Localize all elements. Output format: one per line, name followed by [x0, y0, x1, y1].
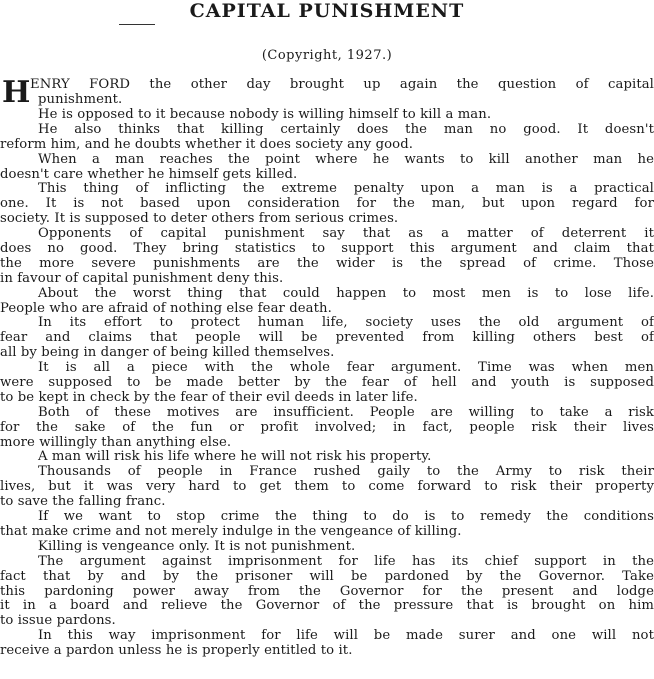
text-line: Both of these motives are insufficient. People are willing to take a risk	[38, 405, 654, 420]
text-line: it in a board and relieve the Governor of the pressure that is brought on him	[0, 599, 654, 614]
text-line: Killing is vengeance only. It is not punishment.	[38, 539, 356, 554]
copyright-line: (Copyright, 1927.)	[261, 48, 393, 63]
text-line: in favour of capital punishment deny this.	[0, 271, 284, 286]
text-line: He is opposed to it because nobody is willing himself to kill a man.	[38, 108, 492, 122]
text-line: the more severe punishments are the wider is the spread of crime. Those	[0, 256, 654, 271]
text-line: society. It is supposed to deter others from serious crimes.	[0, 212, 399, 227]
text-line: He also thinks that killing certainly does the man no good. It doesn't	[38, 122, 654, 137]
first-paragraph-opening	[0, 75, 654, 110]
drop-cap: H	[2, 75, 31, 110]
text-line: doesn't care whether he himself gets killed.	[0, 167, 298, 182]
text-line: It is all a piece with the whole fear argument. Time was when men	[38, 361, 654, 376]
text-line: A man will risk his life where he will not risk his property.	[38, 450, 432, 465]
text-line: lives, but it was very hard to get them to come forward to risk their property	[0, 480, 654, 495]
text-line: punishment.	[38, 93, 123, 107]
text-line: were supposed to be made better by the fear of hell and youth is supposed	[0, 376, 654, 391]
text-line: ENRY FORD the other day brought up again the question of capital	[30, 78, 654, 92]
text-line: When a man reaches the point where he wants to kill another man he	[38, 152, 654, 167]
text-line: reform him, and he doubts whether it does society any good.	[0, 137, 414, 152]
text-line: In its effort to protect human life, society uses the old argument of	[38, 316, 654, 331]
text-line: to save the falling franc.	[0, 495, 166, 510]
text-line: more willingly than anything else.	[0, 435, 232, 450]
text-line: for the sake of the fun or profit involved; in fact, people risk their lives	[0, 420, 654, 435]
text-line: Thousands of people in France rushed gaily to the Army to risk their	[38, 465, 654, 480]
text-line: The argument against imprisonment for life has its chief support in the	[38, 554, 654, 569]
text-line: one. It is not based upon consideration for the man, but upon regard for	[0, 197, 654, 212]
text-line: fear and claims that people will be prevented from killing others best of	[0, 331, 654, 346]
text-line: all by being in danger of being killed themselves.	[0, 346, 335, 361]
text-line: Opponents of capital punishment say that as a matter of deterrent it	[38, 227, 654, 242]
text-line: receive a pardon unless he is properly entitled to it.	[0, 644, 353, 659]
title-rule	[119, 24, 155, 25]
text-line: In this way imprisonment for life will be made surer and one will not	[38, 629, 654, 644]
article-body	[0, 75, 654, 659]
text-line: This thing of inflicting the extreme penalty upon a man is a practical	[38, 182, 654, 197]
text-line: to issue pardons.	[0, 614, 116, 629]
text-line: this pardoning power away from the Governor for the present and lodge	[0, 584, 654, 599]
article-title: CAPITAL PUNISHMENT	[189, 0, 465, 22]
text-line: If we want to stop crime the thing to do is to remedy the conditions	[38, 510, 654, 525]
text-line: About the worst thing that could happen to most men is to lose life.	[38, 286, 654, 301]
text-line: that make crime and not merely indulge in the vengeance of killing.	[0, 524, 462, 539]
text-line: fact that by and by the prisoner will be pardoned by the Governor. Take	[0, 569, 654, 584]
text-line: does no good. They bring statistics to support this argument and claim that	[0, 242, 654, 257]
text-line: People who are afraid of nothing else fear death.	[0, 301, 332, 316]
text-line: to be kept in check by the fear of their evil deeds in later life.	[0, 390, 418, 405]
